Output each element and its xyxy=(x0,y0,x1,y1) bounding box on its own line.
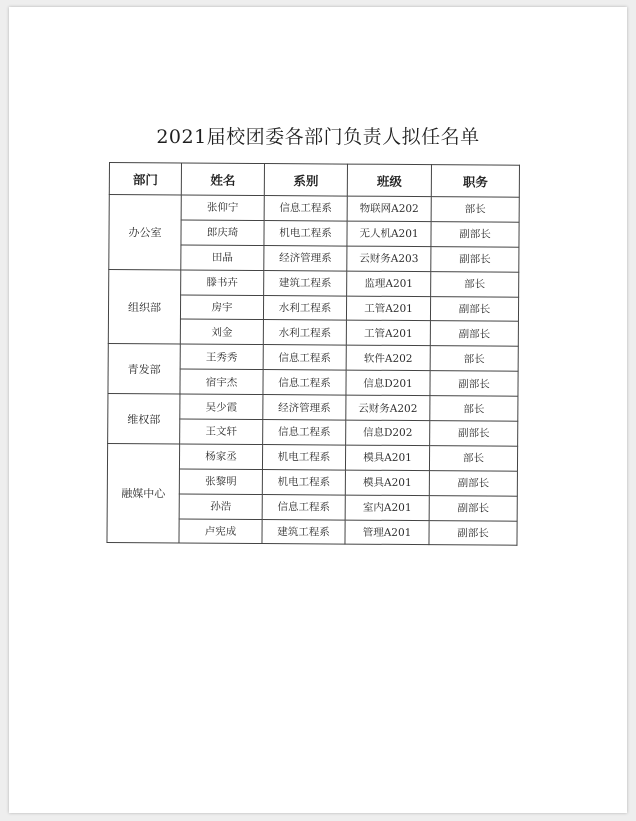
position-cell: 部长 xyxy=(430,346,518,371)
name-cell: 刘金 xyxy=(180,319,263,344)
faculty-cell: 建筑工程系 xyxy=(262,519,345,544)
name-cell: 孙浩 xyxy=(179,494,262,519)
class-cell: 模具A201 xyxy=(345,445,429,470)
table-row xyxy=(108,344,518,372)
table-body xyxy=(107,195,519,546)
table-row xyxy=(107,443,517,471)
header-faculty: 系别 xyxy=(264,164,347,197)
position-cell: 副部长 xyxy=(430,296,518,321)
class-cell: 无人机A201 xyxy=(347,221,431,246)
class-cell: 工管A201 xyxy=(346,321,430,346)
table-row xyxy=(109,269,519,297)
header-department: 部门 xyxy=(109,163,181,195)
header-position: 职务 xyxy=(431,165,519,198)
faculty-cell: 水利工程系 xyxy=(263,295,346,320)
table-header-row xyxy=(109,163,519,198)
name-cell: 宿宇杰 xyxy=(180,369,263,394)
class-cell: 云财务A203 xyxy=(347,246,431,271)
position-cell: 副部长 xyxy=(430,371,518,396)
position-cell: 副部长 xyxy=(430,321,518,346)
faculty-cell: 信息工程系 xyxy=(262,494,345,519)
class-cell: 信息D201 xyxy=(346,370,430,395)
name-cell: 杨家丞 xyxy=(179,444,262,469)
position-cell: 部长 xyxy=(431,197,519,222)
name-cell: 张黎明 xyxy=(179,469,262,494)
faculty-cell: 机电工程系 xyxy=(262,469,345,494)
position-cell: 部长 xyxy=(429,446,517,471)
position-cell: 副部长 xyxy=(430,421,518,446)
class-cell: 物联网A202 xyxy=(347,196,431,221)
department-cell: 办公室 xyxy=(109,195,181,270)
name-cell: 田晶 xyxy=(181,245,264,270)
department-cell: 青发部 xyxy=(108,344,180,394)
position-cell: 部长 xyxy=(430,396,518,421)
table-row xyxy=(109,195,519,223)
faculty-cell: 信息工程系 xyxy=(264,196,347,221)
header-name: 姓名 xyxy=(181,163,264,196)
faculty-cell: 信息工程系 xyxy=(263,345,346,370)
position-cell: 副部长 xyxy=(431,246,519,271)
class-cell: 信息D202 xyxy=(346,420,430,445)
faculty-cell: 经济管理系 xyxy=(264,245,347,270)
position-cell: 副部长 xyxy=(429,470,517,495)
appointment-table xyxy=(106,162,520,546)
document-title: 2021届校团委各部门负责人拟任名单 xyxy=(156,126,480,148)
name-cell: 吴少霞 xyxy=(180,394,263,419)
department-cell: 组织部 xyxy=(108,269,180,344)
name-cell: 王秀秀 xyxy=(180,344,263,369)
faculty-cell: 信息工程系 xyxy=(263,420,346,445)
department-cell: 融媒中心 xyxy=(107,443,180,543)
faculty-cell: 信息工程系 xyxy=(263,370,346,395)
name-cell: 卢宪成 xyxy=(179,519,262,544)
position-cell: 副部长 xyxy=(429,520,517,545)
faculty-cell: 经济管理系 xyxy=(263,395,346,420)
class-cell: 管理A201 xyxy=(345,520,429,545)
faculty-cell: 建筑工程系 xyxy=(264,270,347,295)
name-cell: 房宇 xyxy=(180,295,263,320)
position-cell: 副部长 xyxy=(431,222,519,247)
header-class: 班级 xyxy=(347,164,431,197)
class-cell: 软件A202 xyxy=(346,345,430,370)
position-cell: 副部长 xyxy=(429,495,517,520)
class-cell: 监理A201 xyxy=(347,271,431,296)
table-row xyxy=(108,394,518,422)
faculty-cell: 机电工程系 xyxy=(262,444,345,469)
name-cell: 滕书卉 xyxy=(181,270,264,295)
name-cell: 郎庆琦 xyxy=(181,220,264,245)
department-cell: 维权部 xyxy=(108,394,180,444)
class-cell: 室内A201 xyxy=(345,495,429,520)
class-cell: 工管A201 xyxy=(346,296,430,321)
faculty-cell: 水利工程系 xyxy=(263,320,346,345)
class-cell: 云财务A202 xyxy=(346,395,430,420)
class-cell: 模具A201 xyxy=(345,470,429,495)
name-cell: 王文轩 xyxy=(180,419,263,444)
name-cell: 张仰宁 xyxy=(181,195,264,220)
position-cell: 部长 xyxy=(431,271,519,296)
faculty-cell: 机电工程系 xyxy=(264,220,347,245)
